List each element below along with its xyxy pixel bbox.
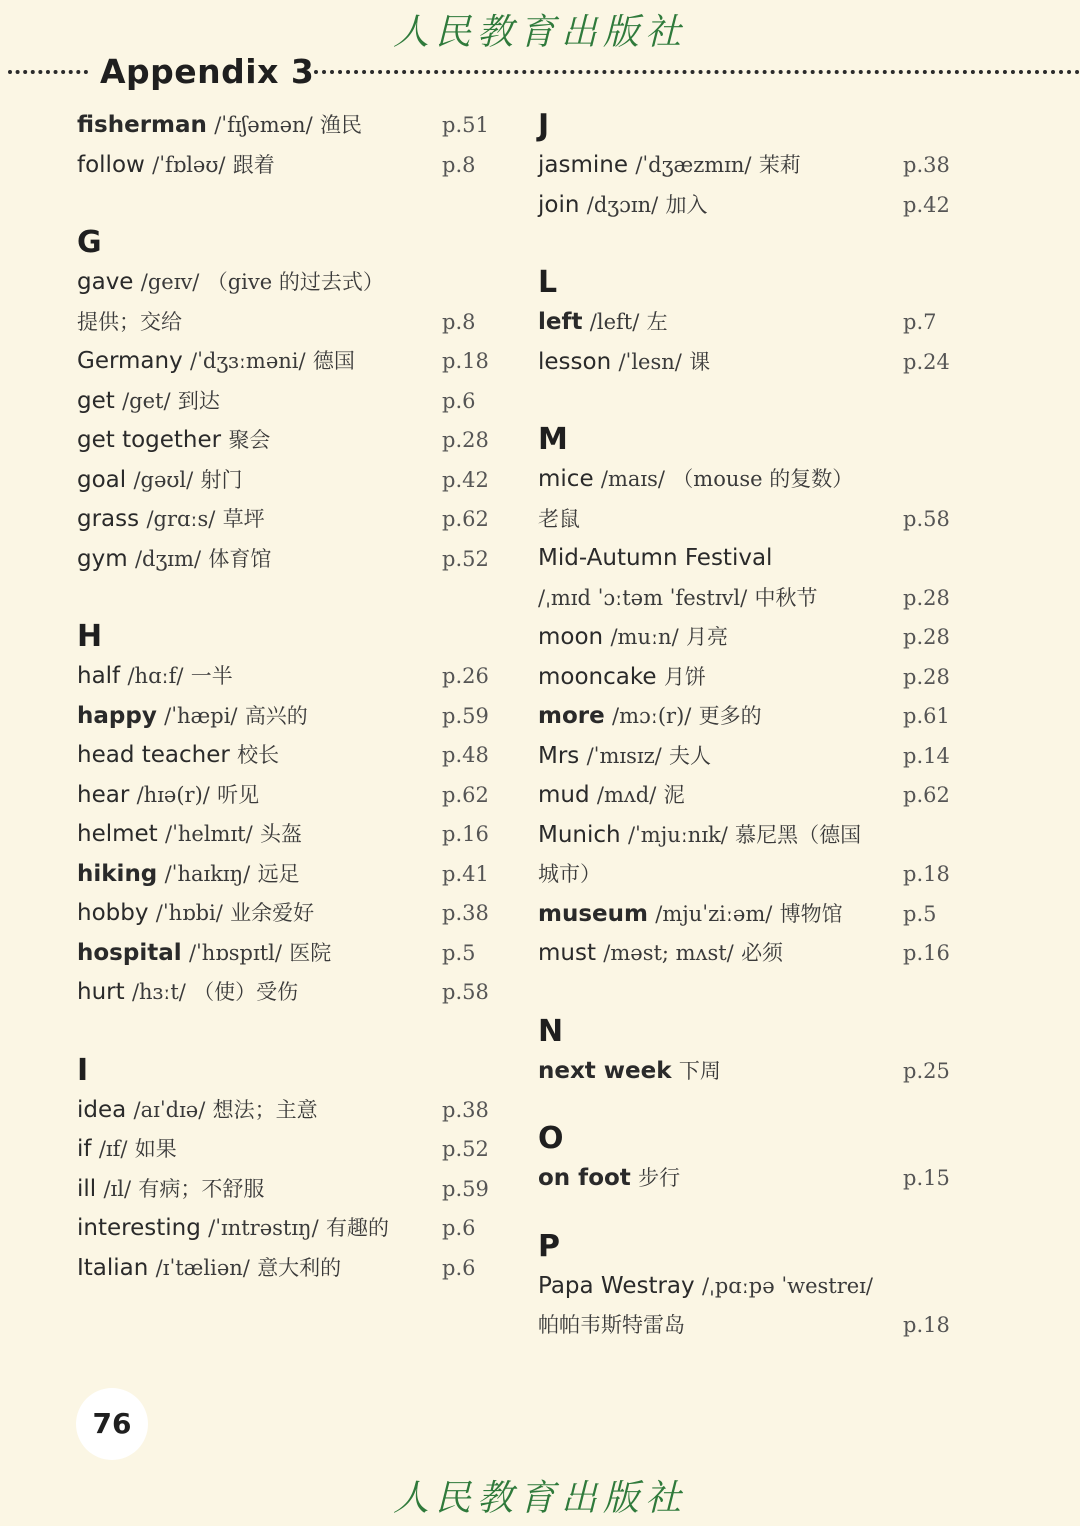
entry-if <box>77 1130 502 1170</box>
entry-page: p.42 <box>442 467 489 492</box>
entry-page: p.42 <box>903 192 950 217</box>
entry-page: p.52 <box>442 546 489 571</box>
section-letter-m: M <box>538 422 568 457</box>
entry-word: Munich <box>538 821 621 848</box>
entry-phonetic: /muːn/ <box>610 625 679 649</box>
entry-page: p.14 <box>903 743 950 768</box>
entry-must <box>538 934 963 974</box>
entry-ill <box>77 1170 502 1210</box>
entry-page: p.41 <box>442 861 489 886</box>
entry-meaning: 跟着 <box>232 152 275 177</box>
entry-page: p.6 <box>442 1216 476 1240</box>
entry-gave <box>77 263 502 303</box>
entry-phonetic: /mɔː(r)/ <box>612 704 692 728</box>
entry-meaning: 医院 <box>289 940 332 965</box>
entry-meaning: 月亮 <box>685 625 728 649</box>
entry-phonetic: /mʌd/ <box>596 783 657 807</box>
entry-word: gave <box>77 269 134 295</box>
section-letter-j: J <box>538 108 550 143</box>
entry-page: p.51 <box>442 113 489 137</box>
entry-phonetic: /ˈmɪsɪz/ <box>586 743 662 768</box>
entry-page: p.58 <box>442 980 489 1004</box>
entry-page: p.61 <box>903 704 950 728</box>
publisher-logo-bottom: 人民教育出版社 <box>392 1478 687 1519</box>
entry-page: p.52 <box>442 1137 489 1161</box>
entry-word: museum <box>538 900 648 927</box>
entry-word: happy <box>77 702 157 729</box>
entry-page: p.58 <box>903 506 950 531</box>
entry-interesting <box>77 1209 502 1249</box>
entry-phonetic: /ˈdʒæzmɪn/ <box>635 153 752 177</box>
entry-lesson <box>538 343 963 383</box>
entry-word: Papa Westray <box>538 1272 695 1299</box>
section-letter-h: H <box>77 619 103 654</box>
entry-page: p.18 <box>903 862 950 886</box>
entry-meaning: 老鼠 <box>538 506 580 531</box>
entry-mud <box>538 776 963 816</box>
entry-word: hear <box>77 781 130 808</box>
entry-word: next week <box>538 1057 672 1084</box>
page-number-badge: 76 <box>76 1388 148 1460</box>
entry-meaning: 泥 <box>663 783 685 807</box>
entry-word: Italian <box>77 1254 149 1281</box>
entry-moon <box>538 618 963 658</box>
entry-phonetic: /məst; mʌst/ <box>603 941 734 965</box>
section-letter-l: L <box>538 265 558 300</box>
entry-phonetic: /ˈfɪʃəmən/ <box>214 113 313 137</box>
entry-jasmine <box>538 146 963 186</box>
entry-phonetic: /left/ <box>589 310 640 334</box>
entry-page: p.28 <box>442 428 489 452</box>
entry-hurt <box>77 973 502 1013</box>
section-letter-i: I <box>77 1052 89 1088</box>
entry-munich-continued <box>538 855 963 895</box>
entry-meaning: 听见 <box>217 782 260 807</box>
entry-page: p.38 <box>442 1097 489 1122</box>
entry-word: on foot <box>538 1165 631 1191</box>
entry-half <box>77 657 502 697</box>
entry-page: p.7 <box>903 310 937 334</box>
entry-meaning: 体育馆 <box>208 546 272 571</box>
entry-meaning: 如果 <box>134 1137 177 1161</box>
entry-word: ill <box>77 1175 97 1202</box>
entry-happy <box>77 697 502 737</box>
entry-page: p.38 <box>442 901 489 925</box>
entry-mice-continued <box>538 500 963 540</box>
entry-word: goal <box>77 466 127 493</box>
entry-papa-westray-continued <box>538 1306 963 1346</box>
entry-word: head teacher <box>77 742 230 768</box>
entry-word: mice <box>538 466 594 492</box>
entry-word: fisherman <box>77 112 207 138</box>
entry-gym <box>77 540 502 580</box>
entry-gave-continued <box>77 303 502 343</box>
entry-word: interesting <box>77 1215 201 1241</box>
entry-more <box>538 697 963 737</box>
entry-phonetic: /hɜːt/ <box>131 980 186 1004</box>
entry-word: more <box>538 703 605 729</box>
entry-munich <box>538 816 963 856</box>
entry-fisherman <box>77 106 502 146</box>
entry-meaning: 一半 <box>190 664 233 688</box>
entry-hobby <box>77 894 502 934</box>
entry-phonetic: /ɪl/ <box>103 1176 132 1201</box>
entry-follow <box>77 146 502 186</box>
entry-phonetic: /ˈhaɪkɪŋ/ <box>164 861 251 886</box>
entry-page: p.59 <box>442 703 489 728</box>
dotted-rule-left <box>8 70 88 74</box>
entry-page: p.28 <box>903 664 950 689</box>
entry-head-teacher <box>77 736 502 776</box>
entry-on-foot <box>538 1159 963 1199</box>
entry-word: moon <box>538 624 604 650</box>
entry-word: hospital <box>77 939 182 966</box>
entry-meaning: 慕尼黑（德国 <box>735 822 862 847</box>
entry-meaning: 远足 <box>257 861 300 886</box>
entry-word: jasmine <box>538 152 628 178</box>
entry-word: left <box>538 309 583 335</box>
entry-meaning: 到达 <box>177 388 220 413</box>
entry-meaning: 高兴的 <box>244 703 308 728</box>
entry-meaning: 博物馆 <box>779 901 843 926</box>
entry-phonetic: /ˈdʒɜːməni/ <box>190 349 306 373</box>
entry-phonetic: /ɪf/ <box>98 1137 128 1161</box>
section-letter-p: P <box>538 1228 560 1264</box>
entry-page: p.25 <box>903 1058 950 1083</box>
entry-phonetic: /aɪˈdɪə/ <box>133 1097 206 1122</box>
entry-phonetic: /maɪs/ <box>600 467 665 491</box>
entry-word: mud <box>538 782 590 808</box>
entry-word: grass <box>77 506 140 532</box>
entry-word: must <box>538 940 596 966</box>
entry-meaning: 意大利的 <box>257 1255 342 1280</box>
entry-meaning: （give 的过去式） <box>206 270 384 294</box>
entry-phonetic: /ˈmjuːnɪk/ <box>627 822 728 847</box>
entry-meaning: （mouse 的复数） <box>672 467 854 491</box>
entry-page: p.62 <box>442 782 489 807</box>
entry-phonetic: /dʒɔɪn/ <box>586 192 659 217</box>
entry-phonetic: /mjuˈziːəm/ <box>655 901 773 926</box>
entry-word: join <box>538 191 580 218</box>
entry-goal <box>77 461 502 501</box>
page-title: Appendix 3 <box>100 52 315 91</box>
entry-papa-westray <box>538 1267 963 1307</box>
entry-page: p.38 <box>903 153 950 177</box>
entry-phonetic: /ˈfɒləʊ/ <box>152 152 226 177</box>
entry-page: p.5 <box>903 901 937 926</box>
entry-word: hiking <box>77 860 158 887</box>
entry-meaning: 有趣的 <box>325 1216 389 1240</box>
entry-page: p.18 <box>903 1313 950 1337</box>
entry-word: helmet <box>77 821 158 847</box>
entry-meaning: 必须 <box>741 941 784 965</box>
entry-page: p.16 <box>903 941 950 965</box>
entry-word: Germany <box>77 348 183 374</box>
entry-germany <box>77 342 502 382</box>
entry-meaning: 城市） <box>538 862 601 886</box>
entry-phonetic: /ˈɪntrəstɪŋ/ <box>208 1216 319 1240</box>
entry-page: p.6 <box>442 388 476 413</box>
entry-page: p.26 <box>442 664 489 688</box>
entry-grass <box>77 500 502 540</box>
entry-meaning: 射门 <box>200 467 243 492</box>
entry-meaning: 茉莉 <box>758 153 801 177</box>
entry-page: p.24 <box>903 349 950 374</box>
entry-phonetic: /ˌmɪd ˈɔːtəm ˈfestɪvl/ <box>538 585 748 610</box>
entry-phonetic: /get/ <box>122 388 171 413</box>
glossary-column-left <box>77 106 502 1288</box>
appendix-header <box>0 52 1080 92</box>
entry-word: half <box>77 663 121 689</box>
entry-page: p.18 <box>442 349 489 373</box>
entry-phonetic: /ˈhelmɪt/ <box>165 822 253 846</box>
entry-page: p.8 <box>442 309 476 334</box>
entry-get-together <box>77 421 502 461</box>
entry-phonetic: /ˌpɑːpə ˈwestreɪ/ <box>701 1273 873 1298</box>
entry-page: p.62 <box>442 507 489 531</box>
entry-word: follow <box>77 151 145 178</box>
entry-page: p.5 <box>442 940 476 965</box>
entry-word: get together <box>77 427 222 453</box>
entry-page: p.28 <box>903 585 950 610</box>
entry-mrs <box>538 737 963 777</box>
entry-mice <box>538 460 963 500</box>
entry-page: p.28 <box>903 625 950 649</box>
entry-meaning: 夫人 <box>669 743 712 768</box>
entry-phonetic: /hɑːf/ <box>127 664 184 688</box>
entry-next-week <box>538 1052 963 1092</box>
entry-meaning: 草坪 <box>222 507 265 531</box>
entry-mid-autumn <box>538 539 963 579</box>
entry-phonetic: /geɪv/ <box>140 270 200 294</box>
entry-word: get <box>77 387 115 414</box>
glossary-column-right <box>538 106 963 1346</box>
entry-page: p.62 <box>903 783 950 807</box>
entry-mooncake <box>538 658 963 698</box>
entry-get <box>77 382 502 422</box>
entry-phonetic: /ˈhɒspɪtl/ <box>188 940 282 965</box>
entry-meaning: 想法；主意 <box>212 1097 318 1122</box>
entry-meaning: 提供；交给 <box>77 309 182 334</box>
entry-word: hobby <box>77 900 149 926</box>
entry-meaning: 有病；不舒服 <box>138 1176 265 1201</box>
entry-word: Mid-Autumn Festival <box>538 545 773 571</box>
entry-left <box>538 303 963 343</box>
entry-word: lesson <box>538 348 612 375</box>
entry-helmet <box>77 815 502 855</box>
entry-page: p.15 <box>903 1166 950 1190</box>
entry-word: hurt <box>77 979 125 1005</box>
entry-phonetic: /gəʊl/ <box>133 467 194 492</box>
entry-museum <box>538 895 963 935</box>
entry-meaning: 加入 <box>665 192 708 217</box>
entry-mid-autumn-continued <box>538 579 963 619</box>
entry-page: p.59 <box>442 1176 489 1201</box>
entry-idea <box>77 1091 502 1131</box>
entry-page: p.8 <box>442 152 476 177</box>
entry-meaning: 校长 <box>237 743 280 767</box>
entry-hiking <box>77 855 502 895</box>
entry-meaning: 课 <box>689 349 711 374</box>
entry-page: p.16 <box>442 822 489 846</box>
entry-phonetic: /ɪˈtæliən/ <box>155 1255 250 1280</box>
entry-meaning: 月饼 <box>663 664 706 689</box>
entry-phonetic: /ˈhɒbi/ <box>155 901 223 925</box>
entry-phonetic: /ˈhæpi/ <box>164 703 238 728</box>
entry-meaning: 中秋节 <box>754 585 818 610</box>
entry-word: if <box>77 1136 92 1162</box>
entry-word: idea <box>77 1096 127 1123</box>
entry-phonetic: /grɑːs/ <box>146 507 216 531</box>
section-letter-o: O <box>538 1121 564 1156</box>
entry-meaning: （使）受伤 <box>193 980 299 1004</box>
dotted-rule-right <box>314 70 1080 74</box>
section-letter-g: G <box>77 225 102 260</box>
entry-meaning: 渔民 <box>319 113 362 137</box>
entry-join <box>538 186 963 226</box>
entry-meaning: 左 <box>646 310 668 334</box>
entry-meaning: 步行 <box>638 1166 681 1190</box>
entry-meaning: 更多的 <box>698 704 762 728</box>
entry-meaning: 下周 <box>678 1058 721 1083</box>
entry-word: Mrs <box>538 742 580 769</box>
entry-word: gym <box>77 545 128 572</box>
entry-hear <box>77 776 502 816</box>
entry-page: p.6 <box>442 1255 476 1280</box>
entry-phonetic: /dʒɪm/ <box>134 546 202 571</box>
entry-word: mooncake <box>538 663 657 690</box>
section-letter-n: N <box>538 1013 564 1049</box>
entry-italian <box>77 1249 502 1289</box>
entry-page: p.48 <box>442 743 489 767</box>
entry-hospital <box>77 934 502 974</box>
publisher-logo-top: 人民教育出版社 <box>392 12 687 53</box>
entry-phonetic: /hɪə(r)/ <box>136 782 210 807</box>
entry-meaning: 聚会 <box>228 428 271 452</box>
entry-meaning: 头盔 <box>260 822 302 846</box>
entry-meaning: 帕帕韦斯特雷岛 <box>538 1313 685 1337</box>
entry-meaning: 业余爱好 <box>230 901 315 925</box>
entry-meaning: 德国 <box>312 349 355 373</box>
entry-phonetic: /ˈlesn/ <box>618 349 682 374</box>
